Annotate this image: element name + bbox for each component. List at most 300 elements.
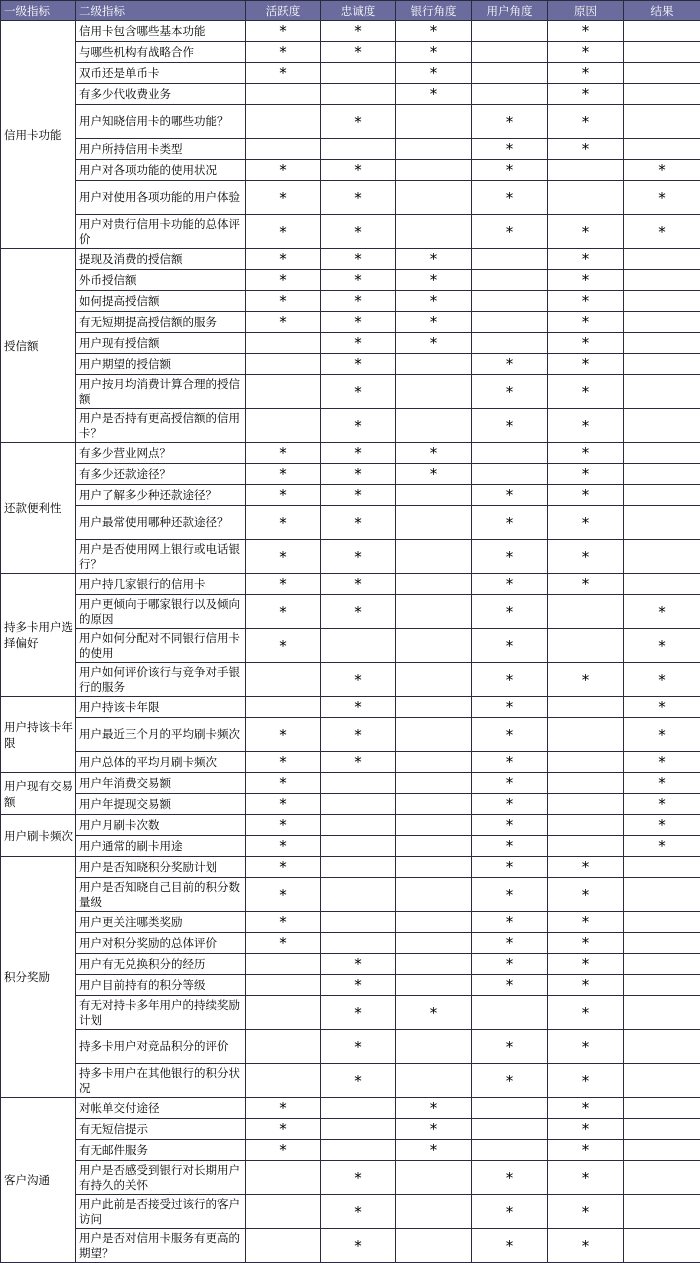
sub-indicator-cell: 有无邮件服务 (76, 1140, 246, 1161)
mark-cell-bank-view: * (396, 464, 472, 485)
mark-cell-result (624, 506, 700, 540)
table-row (1, 954, 700, 975)
mark-cell-result (624, 933, 700, 954)
mark-cell-reason: * (548, 270, 624, 291)
mark-cell-activity (246, 105, 321, 139)
mark-cell-user-view: * (472, 933, 548, 954)
mark-cell-activity (246, 1030, 321, 1064)
sub-indicator-cell: 外币授信额 (76, 270, 246, 291)
mark-cell-loyalty: * (321, 291, 396, 312)
mark-cell-result: * (624, 752, 700, 773)
sub-indicator-cell: 持多卡用户对竞品积分的评价 (76, 1030, 246, 1064)
mark-cell-activity (246, 333, 321, 354)
mark-cell-reason: * (548, 975, 624, 996)
table-row (1, 540, 700, 574)
mark-cell-bank-view (396, 975, 472, 996)
sub-indicator-cell: 用户期望的授信额 (76, 354, 246, 375)
mark-cell-loyalty: * (321, 485, 396, 506)
mark-cell-result (624, 1098, 700, 1119)
mark-cell-activity: * (246, 160, 321, 181)
sub-indicator-cell: 用户年提现交易额 (76, 794, 246, 815)
table-row (1, 215, 700, 249)
mark-cell-reason (548, 752, 624, 773)
sub-indicator-cell: 用户对积分奖励的总体评价 (76, 933, 246, 954)
cat-card-function: 信用卡功能 (1, 21, 76, 249)
table-row (1, 1161, 700, 1195)
mark-cell-activity: * (246, 773, 321, 794)
mark-cell-user-view: * (472, 629, 548, 663)
mark-cell-bank-view: * (396, 996, 472, 1030)
mark-cell-reason: * (548, 443, 624, 464)
mark-cell-result (624, 975, 700, 996)
mark-cell-user-view: * (472, 878, 548, 912)
mark-cell-bank-view: * (396, 270, 472, 291)
mark-cell-result (624, 21, 700, 42)
mark-cell-activity: * (246, 836, 321, 857)
mark-cell-activity: * (246, 595, 321, 629)
table-row (1, 139, 700, 160)
mark-cell-user-view: * (472, 354, 548, 375)
mark-cell-activity: * (246, 1098, 321, 1119)
mark-cell-loyalty (321, 912, 396, 933)
mark-cell-result (624, 878, 700, 912)
mark-cell-user-view: * (472, 1195, 548, 1229)
mark-cell-reason (548, 181, 624, 215)
mark-cell-reason: * (548, 84, 624, 105)
mark-cell-activity (246, 1195, 321, 1229)
mark-cell-user-view: * (472, 794, 548, 815)
mark-cell-user-view: * (472, 752, 548, 773)
table-row (1, 249, 700, 270)
mark-cell-loyalty: * (321, 21, 396, 42)
mark-cell-bank-view (396, 215, 472, 249)
table-row (1, 354, 700, 375)
sub-indicator-cell: 用户现有授信额 (76, 333, 246, 354)
mark-cell-user-view: * (472, 718, 548, 752)
sub-indicator-cell: 用户最近三个月的平均刷卡频次 (76, 718, 246, 752)
mark-cell-loyalty (321, 629, 396, 663)
table-row (1, 773, 700, 794)
mark-cell-activity: * (246, 249, 321, 270)
mark-cell-loyalty: * (321, 954, 396, 975)
mark-cell-result: * (624, 697, 700, 718)
sub-indicator-cell: 有多少还款途径？ (76, 464, 246, 485)
mark-cell-loyalty (321, 63, 396, 84)
mark-cell-activity: * (246, 1119, 321, 1140)
mark-cell-loyalty (321, 878, 396, 912)
mark-cell-result (624, 354, 700, 375)
mark-cell-reason (548, 773, 624, 794)
mark-cell-user-view: * (472, 815, 548, 836)
table-row (1, 443, 700, 464)
mark-cell-loyalty: * (321, 181, 396, 215)
mark-cell-reason: * (548, 1119, 624, 1140)
mark-cell-loyalty: * (321, 996, 396, 1030)
mark-cell-loyalty: * (321, 697, 396, 718)
mark-cell-result (624, 954, 700, 975)
mark-cell-loyalty (321, 139, 396, 160)
sub-indicator-cell: 用户更关注哪类奖励 (76, 912, 246, 933)
mark-cell-reason: * (548, 1030, 624, 1064)
mark-cell-bank-view (396, 1064, 472, 1098)
mark-cell-bank-view (396, 1030, 472, 1064)
mark-cell-bank-view (396, 933, 472, 954)
mark-cell-user-view: * (472, 773, 548, 794)
mark-cell-reason (548, 595, 624, 629)
table-row (1, 333, 700, 354)
mark-cell-bank-view: * (396, 1119, 472, 1140)
table-row (1, 375, 700, 409)
cat-multi-card: 持多卡用户选择偏好 (1, 574, 76, 697)
mark-cell-activity (246, 1064, 321, 1098)
sub-indicator-cell: 用户知晓信用卡的哪些功能？ (76, 105, 246, 139)
mark-cell-result (624, 333, 700, 354)
mark-cell-bank-view (396, 857, 472, 878)
mark-cell-user-view: * (472, 975, 548, 996)
table-row (1, 836, 700, 857)
mark-cell-loyalty: * (321, 42, 396, 63)
table-row (1, 1229, 700, 1263)
mark-cell-bank-view (396, 375, 472, 409)
mark-cell-reason: * (548, 857, 624, 878)
mark-cell-bank-view (396, 409, 472, 443)
mark-cell-activity: * (246, 752, 321, 773)
mark-cell-reason: * (548, 105, 624, 139)
mark-cell-reason: * (548, 1229, 624, 1263)
mark-cell-reason: * (548, 42, 624, 63)
mark-cell-activity: * (246, 291, 321, 312)
mark-cell-reason: * (548, 878, 624, 912)
sub-indicator-cell: 用户是否感受到银行对长期用户有持久的关怀 (76, 1161, 246, 1195)
mark-cell-result (624, 996, 700, 1030)
mark-cell-reason: * (548, 933, 624, 954)
mark-cell-result (624, 105, 700, 139)
mark-cell-activity (246, 954, 321, 975)
table-row (1, 105, 700, 139)
mark-cell-loyalty: * (321, 1161, 396, 1195)
sub-indicator-cell: 持多卡用户在其他银行的积分状况 (76, 1064, 246, 1098)
mark-cell-activity (246, 354, 321, 375)
mark-cell-loyalty (321, 815, 396, 836)
sub-indicator-cell: 如何提高授信额 (76, 291, 246, 312)
mark-cell-reason: * (548, 1140, 624, 1161)
mark-cell-bank-view (396, 354, 472, 375)
header-activity: 活跃度 (246, 1, 321, 21)
mark-cell-user-view: * (472, 1161, 548, 1195)
mark-cell-result: * (624, 718, 700, 752)
table-row (1, 574, 700, 595)
mark-cell-user-view: * (472, 697, 548, 718)
mark-cell-user-view (472, 1140, 548, 1161)
mark-cell-reason: * (548, 485, 624, 506)
mark-cell-reason: * (548, 409, 624, 443)
mark-cell-reason: * (548, 354, 624, 375)
sub-indicator-cell: 用户年消费交易额 (76, 773, 246, 794)
sub-indicator-cell: 用户对贵行信用卡功能的总体评价 (76, 215, 246, 249)
mark-cell-activity: * (246, 718, 321, 752)
sub-indicator-cell: 用户持该卡年限 (76, 697, 246, 718)
sub-indicator-cell: 用户对各项功能的使用状况 (76, 160, 246, 181)
mark-cell-result (624, 1119, 700, 1140)
sub-indicator-cell: 有无对持卡多年用户的持续奖励计划 (76, 996, 246, 1030)
mark-cell-user-view: * (472, 409, 548, 443)
table-row (1, 975, 700, 996)
sub-indicator-cell: 用户此前是否接受过该行的客户访问 (76, 1195, 246, 1229)
mark-cell-reason: * (548, 912, 624, 933)
mark-cell-user-view (472, 21, 548, 42)
mark-cell-loyalty: * (321, 718, 396, 752)
mark-cell-reason: * (548, 139, 624, 160)
cat-communication: 客户沟通 (1, 1098, 76, 1263)
sub-indicator-cell: 双币还是单币卡 (76, 63, 246, 84)
table-row (1, 629, 700, 663)
table-row (1, 1119, 700, 1140)
sub-indicator-cell: 用户持几家银行的信用卡 (76, 574, 246, 595)
table-row (1, 718, 700, 752)
mark-cell-activity (246, 663, 321, 697)
mark-cell-user-view (472, 270, 548, 291)
mark-cell-activity: * (246, 63, 321, 84)
table-row (1, 63, 700, 84)
mark-cell-reason: * (548, 464, 624, 485)
table-row (1, 1195, 700, 1229)
mark-cell-result (624, 912, 700, 933)
mark-cell-activity: * (246, 506, 321, 540)
mark-cell-bank-view: * (396, 42, 472, 63)
cat-card-tenure: 用户持该卡年限 (1, 697, 76, 773)
mark-cell-loyalty: * (321, 574, 396, 595)
sub-indicator-cell: 用户是否知晓积分奖励计划 (76, 857, 246, 878)
mark-cell-reason: * (548, 1195, 624, 1229)
mark-cell-reason (548, 794, 624, 815)
sub-indicator-cell: 信用卡包含哪些基本功能 (76, 21, 246, 42)
mark-cell-user-view (472, 42, 548, 63)
mark-cell-bank-view: * (396, 84, 472, 105)
mark-cell-result: * (624, 595, 700, 629)
mark-cell-activity (246, 409, 321, 443)
table-row (1, 697, 700, 718)
mark-cell-activity: * (246, 270, 321, 291)
mark-cell-result (624, 1229, 700, 1263)
table-row (1, 42, 700, 63)
table-row (1, 84, 700, 105)
mark-cell-user-view (472, 1098, 548, 1119)
mark-cell-loyalty: * (321, 249, 396, 270)
mark-cell-activity: * (246, 443, 321, 464)
mark-cell-loyalty: * (321, 595, 396, 629)
sub-indicator-cell: 有无短期提高授信额的服务 (76, 312, 246, 333)
cat-credit-limit: 授信额 (1, 249, 76, 443)
mark-cell-loyalty (321, 84, 396, 105)
mark-cell-result (624, 485, 700, 506)
sub-indicator-cell: 用户是否知晓自己目前的积分数量级 (76, 878, 246, 912)
table-row (1, 485, 700, 506)
sub-indicator-cell: 用户按月均消费计算合理的授信额 (76, 375, 246, 409)
sub-indicator-cell: 用户了解多少种还款途径？ (76, 485, 246, 506)
mark-cell-loyalty: * (321, 1195, 396, 1229)
mark-cell-user-view: * (472, 595, 548, 629)
mark-cell-activity: * (246, 1140, 321, 1161)
table-row (1, 752, 700, 773)
mark-cell-bank-view: * (396, 1098, 472, 1119)
mark-cell-loyalty: * (321, 975, 396, 996)
sub-indicator-cell: 用户如何评价该行与竞争对手银行的服务 (76, 663, 246, 697)
mark-cell-user-view (472, 84, 548, 105)
mark-cell-result (624, 409, 700, 443)
mark-cell-bank-view (396, 663, 472, 697)
mark-cell-bank-view: * (396, 333, 472, 354)
table-row (1, 409, 700, 443)
mark-cell-user-view: * (472, 540, 548, 574)
mark-cell-user-view (472, 1119, 548, 1140)
mark-cell-reason: * (548, 1064, 624, 1098)
mark-cell-user-view: * (472, 857, 548, 878)
mark-cell-activity: * (246, 312, 321, 333)
header-reason: 原因 (548, 1, 624, 21)
mark-cell-loyalty: * (321, 160, 396, 181)
table-row (1, 291, 700, 312)
sub-indicator-cell: 用户是否使用网上银行或电话银行？ (76, 540, 246, 574)
mark-cell-bank-view: * (396, 443, 472, 464)
mark-cell-user-view: * (472, 506, 548, 540)
mark-cell-result (624, 574, 700, 595)
cat-swipe-freq: 用户刷卡频次 (1, 815, 76, 857)
table-body (1, 21, 700, 1263)
table-row (1, 464, 700, 485)
mark-cell-reason (548, 815, 624, 836)
table-row (1, 1140, 700, 1161)
mark-cell-user-view: * (472, 1229, 548, 1263)
mark-cell-activity (246, 1229, 321, 1263)
mark-cell-user-view: * (472, 1064, 548, 1098)
mark-cell-activity (246, 1161, 321, 1195)
mark-cell-user-view: * (472, 485, 548, 506)
mark-cell-activity (246, 975, 321, 996)
sub-indicator-cell: 与哪些机构有战略合作 (76, 42, 246, 63)
mark-cell-user-view (472, 333, 548, 354)
mark-cell-result (624, 42, 700, 63)
table-row (1, 815, 700, 836)
sub-indicator-cell: 有无短信提示 (76, 1119, 246, 1140)
mark-cell-loyalty: * (321, 1030, 396, 1064)
mark-cell-result (624, 1195, 700, 1229)
mark-cell-bank-view (396, 773, 472, 794)
sub-indicator-cell: 提现及消费的授信额 (76, 249, 246, 270)
mark-cell-user-view: * (472, 181, 548, 215)
mark-cell-bank-view: * (396, 291, 472, 312)
table-row (1, 933, 700, 954)
table-row (1, 857, 700, 878)
mark-cell-reason: * (548, 954, 624, 975)
mark-cell-bank-view (396, 815, 472, 836)
mark-cell-loyalty: * (321, 464, 396, 485)
table-row (1, 996, 700, 1030)
mark-cell-reason: * (548, 996, 624, 1030)
mark-cell-bank-view (396, 836, 472, 857)
header-bank-view: 银行角度 (396, 1, 472, 21)
mark-cell-bank-view (396, 752, 472, 773)
mark-cell-activity (246, 375, 321, 409)
cat-repayment: 还款便利性 (1, 443, 76, 574)
sub-indicator-cell: 用户是否持有更高授信额的信用卡？ (76, 409, 246, 443)
table-row (1, 663, 700, 697)
mark-cell-activity: * (246, 215, 321, 249)
header-user-view: 用户角度 (472, 1, 548, 21)
mark-cell-loyalty (321, 857, 396, 878)
mark-cell-bank-view (396, 595, 472, 629)
mark-cell-activity: * (246, 485, 321, 506)
sub-indicator-cell: 有多少营业网点？ (76, 443, 246, 464)
mark-cell-reason: * (548, 1098, 624, 1119)
mark-cell-loyalty: * (321, 215, 396, 249)
mark-cell-bank-view (396, 912, 472, 933)
mark-cell-bank-view (396, 718, 472, 752)
mark-cell-bank-view (396, 1229, 472, 1263)
mark-cell-bank-view (396, 540, 472, 574)
mark-cell-reason: * (548, 663, 624, 697)
mark-cell-activity: * (246, 815, 321, 836)
sub-indicator-cell: 用户目前持有的积分等级 (76, 975, 246, 996)
mark-cell-result (624, 1161, 700, 1195)
mark-cell-loyalty: * (321, 270, 396, 291)
table-row (1, 181, 700, 215)
mark-cell-reason: * (548, 333, 624, 354)
mark-cell-loyalty: * (321, 752, 396, 773)
cat-transaction: 用户现有交易额 (1, 773, 76, 815)
mark-cell-reason (548, 160, 624, 181)
header-level2: 二级指标 (76, 1, 246, 21)
header-row (1, 1, 700, 21)
mark-cell-user-view (472, 464, 548, 485)
mark-cell-activity: * (246, 21, 321, 42)
mark-cell-bank-view (396, 105, 472, 139)
mark-cell-bank-view (396, 506, 472, 540)
cat-points: 积分奖励 (1, 857, 76, 1098)
mark-cell-activity: * (246, 540, 321, 574)
mark-cell-loyalty: * (321, 1229, 396, 1263)
mark-cell-user-view: * (472, 105, 548, 139)
mark-cell-activity: * (246, 629, 321, 663)
mark-cell-loyalty: * (321, 1064, 396, 1098)
mark-cell-result: * (624, 663, 700, 697)
mark-cell-user-view: * (472, 912, 548, 933)
mark-cell-result (624, 857, 700, 878)
mark-cell-activity (246, 996, 321, 1030)
sub-indicator-cell: 用户通常的刷卡用途 (76, 836, 246, 857)
mark-cell-bank-view (396, 485, 472, 506)
mark-cell-loyalty: * (321, 443, 396, 464)
table-row (1, 912, 700, 933)
mark-cell-bank-view (396, 697, 472, 718)
mark-cell-result (624, 443, 700, 464)
mark-cell-user-view: * (472, 954, 548, 975)
mark-cell-activity (246, 697, 321, 718)
mark-cell-reason: * (548, 375, 624, 409)
table-row (1, 794, 700, 815)
mark-cell-bank-view (396, 574, 472, 595)
mark-cell-activity: * (246, 912, 321, 933)
table-row (1, 312, 700, 333)
mark-cell-activity: * (246, 878, 321, 912)
mark-cell-user-view: * (472, 663, 548, 697)
header-level1: 一级指标 (1, 1, 76, 21)
sub-indicator-cell: 用户最常使用哪种还款途径？ (76, 506, 246, 540)
mark-cell-reason: * (548, 215, 624, 249)
mark-cell-result: * (624, 215, 700, 249)
mark-cell-reason: * (548, 63, 624, 84)
mark-cell-loyalty: * (321, 312, 396, 333)
mark-cell-loyalty: * (321, 663, 396, 697)
